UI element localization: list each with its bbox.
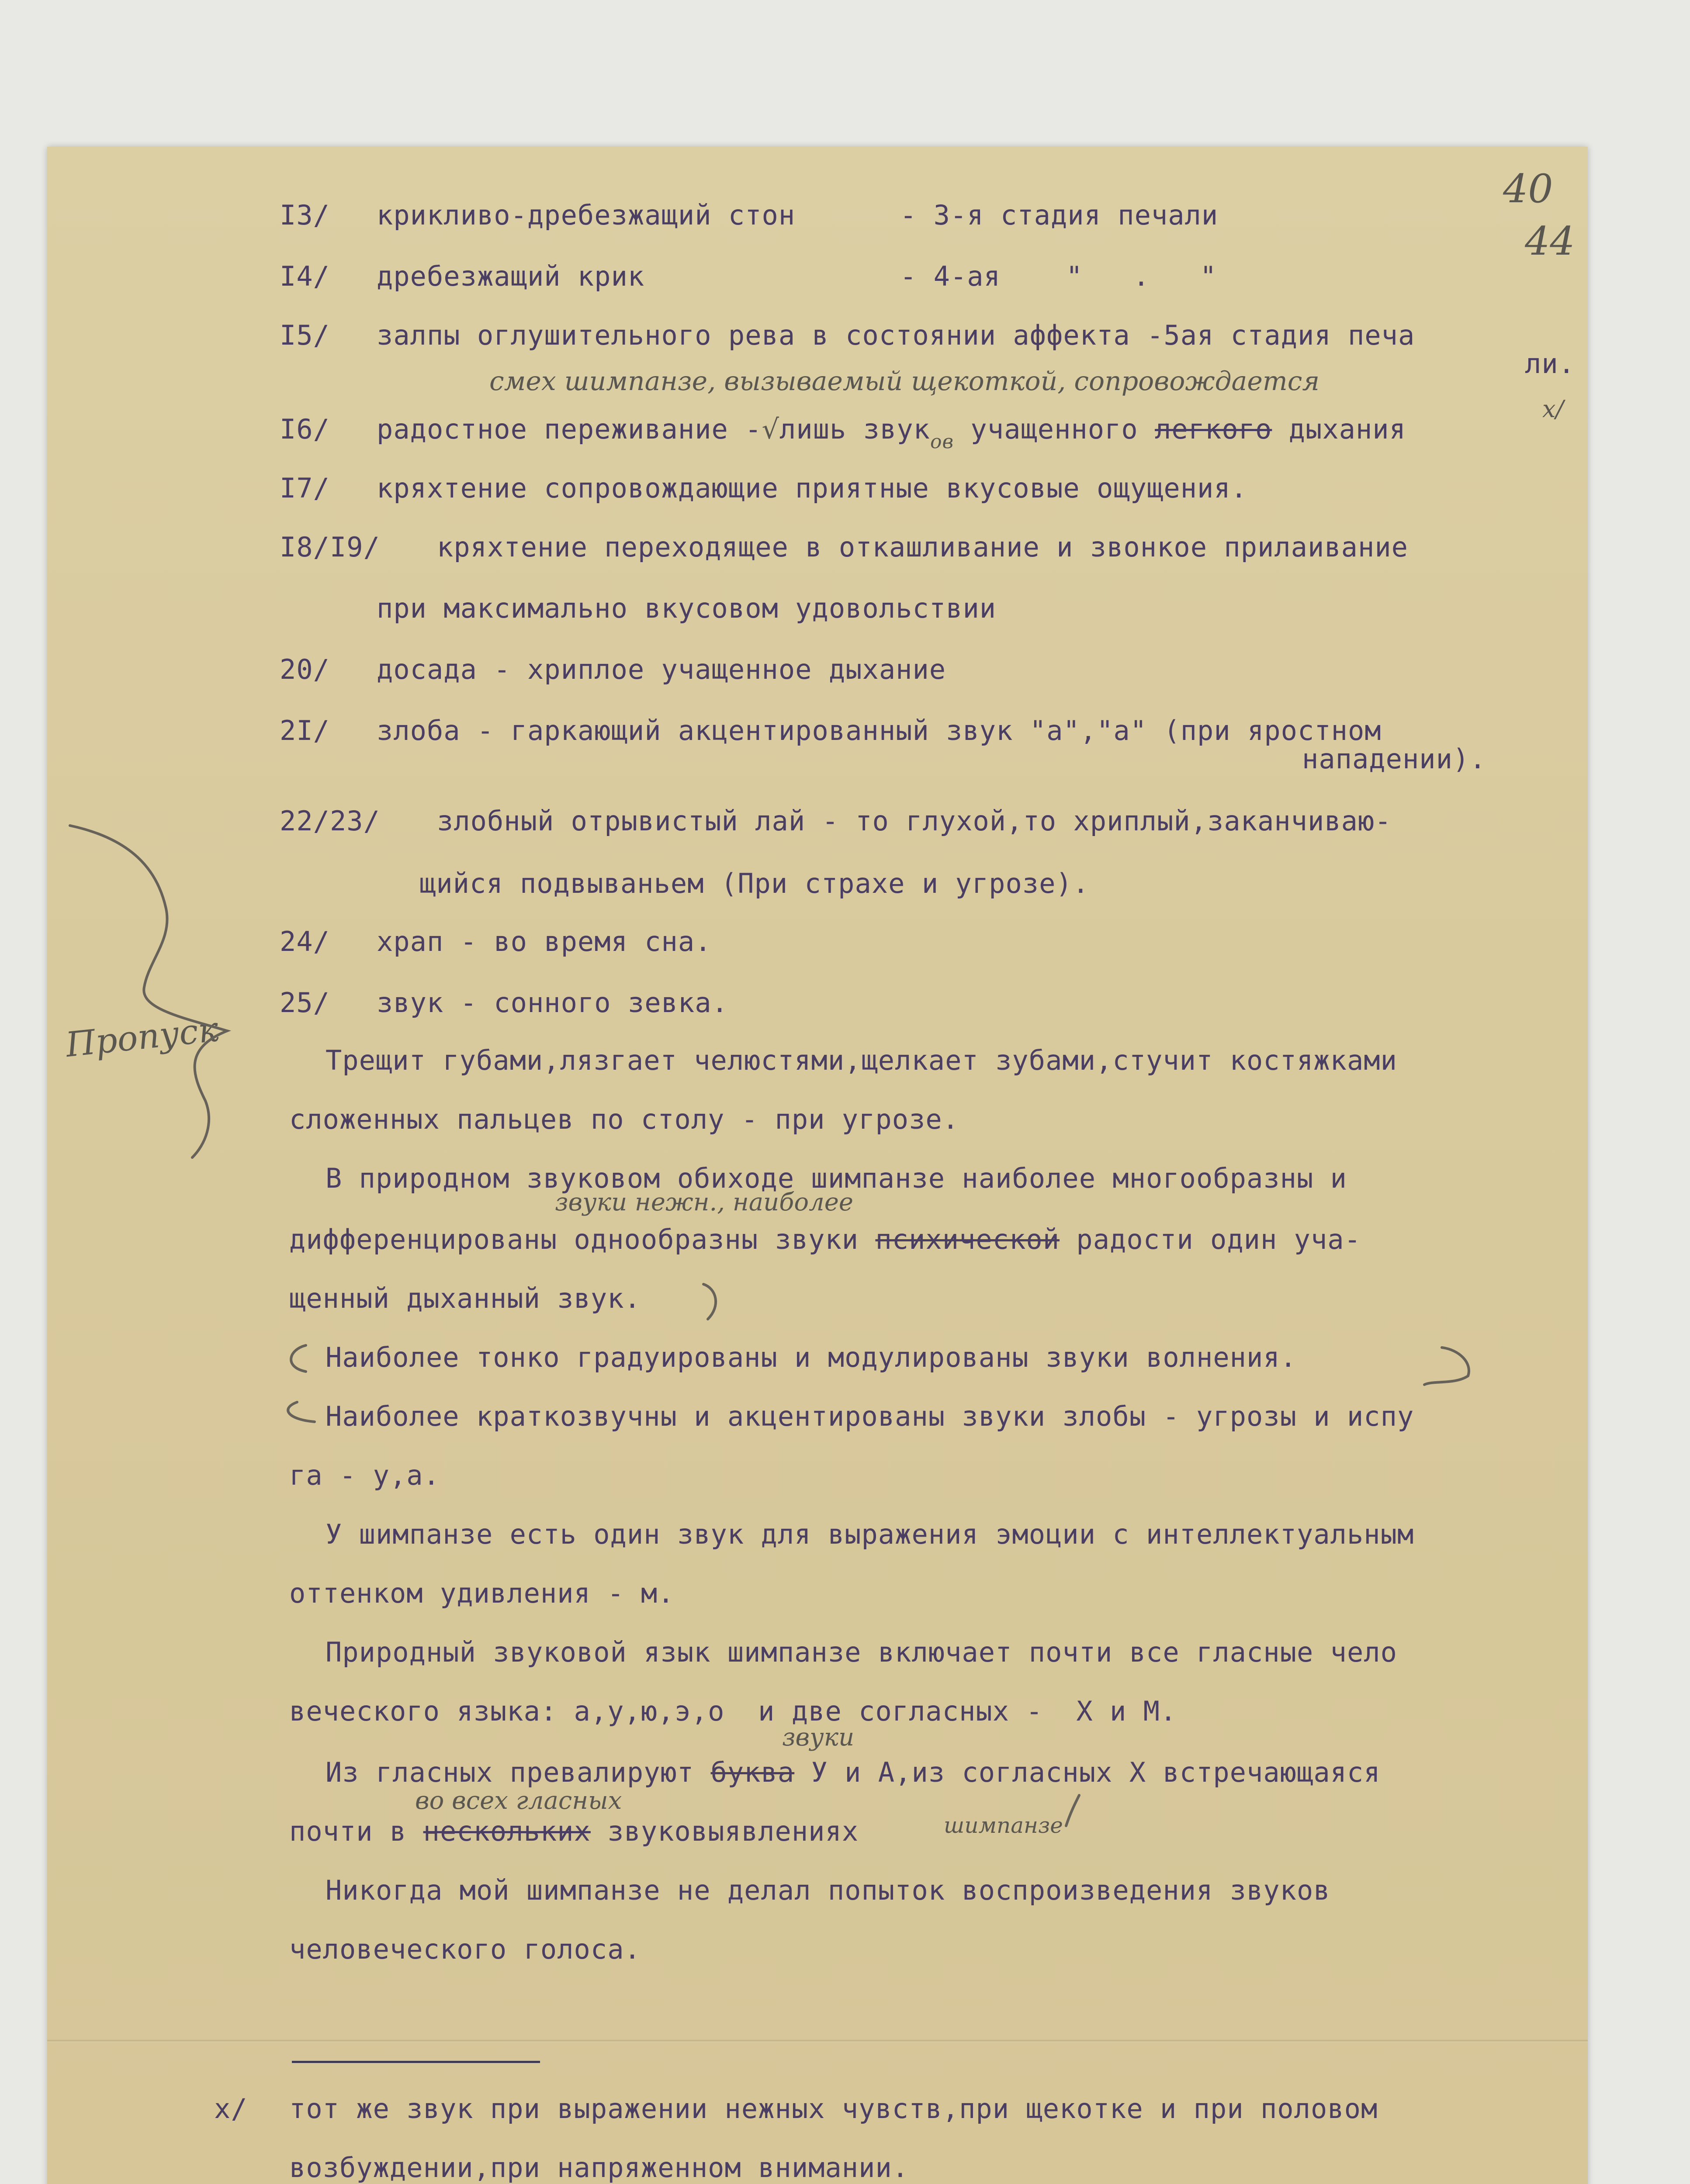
archive-number-bottom: 44 bbox=[1525, 218, 1575, 264]
line-stage: - 3-я стадия печали bbox=[900, 199, 1219, 231]
line-number: 20/ bbox=[280, 653, 330, 685]
link-stroke-mark bbox=[288, 1402, 315, 1422]
bracket-close-mark bbox=[703, 1284, 716, 1319]
line-text: дребезжащий крик bbox=[377, 260, 645, 292]
ditto-marks: " . " bbox=[1066, 260, 1217, 292]
handwritten-insert: звуки нежн., наиболее bbox=[555, 1188, 854, 1216]
line-text: храп - во время сна. bbox=[377, 926, 712, 957]
paragraph-line: Из гласных превалируют буква У и А,из согласных Х встречающаяся bbox=[326, 1756, 1381, 1788]
margin-bracket-mark bbox=[70, 826, 227, 1158]
line-number: I8/I9/ bbox=[280, 531, 380, 563]
paragraph-line: У шимпанзе есть один звук для выражения эмоции с интеллектуальным bbox=[326, 1518, 1414, 1550]
bracket-close-mark bbox=[1424, 1348, 1469, 1385]
line-number: I6/ bbox=[280, 413, 330, 445]
line-text: злоба - гаркающий акцентированный звук "а","а" (при яростном bbox=[377, 715, 1382, 746]
footnote-mark: x/ bbox=[1542, 395, 1564, 423]
handwritten-insert: во всех гласных bbox=[415, 1787, 622, 1815]
bracket-open-mark bbox=[291, 1345, 306, 1372]
line-text: крикливо-дребезжащий стон bbox=[377, 199, 796, 231]
line-stage: - 4-ая bbox=[900, 260, 1001, 292]
margin-note: Пропуск bbox=[64, 1009, 221, 1065]
handwritten-insert: шимпанзе bbox=[944, 1813, 1063, 1838]
line-number: 25/ bbox=[280, 987, 330, 1019]
handwritten-insert: смех шимпанзе, вызываемый щекоткой, сопровождается bbox=[489, 366, 1320, 397]
line-text: злобный отрывистый лай - то глухой,то хриплый,заканчиваю- bbox=[437, 805, 1392, 837]
line-number: 2I/ bbox=[280, 715, 330, 746]
line-text: залпы оглушительного рева в состоянии аффекта -5ая стадия печа bbox=[377, 319, 1415, 351]
line-number: I3/ bbox=[280, 199, 330, 231]
line-number: 22/23/ bbox=[280, 805, 380, 837]
line-number: I5/ bbox=[280, 319, 330, 351]
line-text: радостное переживание -√лишь звук$_{ов}$ учащенного легкого дыхания bbox=[377, 413, 1406, 453]
paragraph-line: Трещит губами,лязгает челюстями,щелкает зубами,стучит костяжками bbox=[326, 1044, 1397, 1076]
line-text: звук - сонного зевка. bbox=[377, 987, 728, 1019]
handwritten-insert: звуки bbox=[782, 1723, 855, 1752]
footnote-mark: x/ bbox=[214, 2093, 248, 2125]
insert-caret-mark bbox=[1066, 1795, 1079, 1826]
line-text: кряхтение сопровождающие приятные вкусовые ощущения. bbox=[377, 472, 1248, 504]
paragraph-line: га - у,а. bbox=[289, 1459, 440, 1491]
paragraph-line: Наиболее краткозвучны и акцентированы звуки злобы - угрозы и испу bbox=[326, 1400, 1414, 1432]
paragraph-line: Наиболее тонко градуированы и модулированы звуки волнения. bbox=[326, 1341, 1297, 1373]
line-continuation: нападении). bbox=[1302, 743, 1486, 775]
line-continuation: при максимально вкусовом удовольствии bbox=[377, 592, 997, 624]
footnote-line: возбуждении,при напряженном внимании. bbox=[289, 2152, 909, 2184]
paragraph-line: человеческого голоса. bbox=[289, 1933, 641, 1965]
paragraph-line: почти в нескольких звуковыявлениях bbox=[289, 1815, 859, 1847]
paragraph-line: Природный звуковой язык шимпанзе включает почти все гласные чело bbox=[326, 1636, 1397, 1668]
line-number: I4/ bbox=[280, 260, 330, 292]
line-number: I7/ bbox=[280, 472, 330, 504]
paragraph-line: Никогда мой шимпанзе не делал попыток воспроизведения звуков bbox=[326, 1874, 1330, 1906]
line-number: 24/ bbox=[280, 926, 330, 957]
line-text: досада - хриплое учащенное дыхание bbox=[377, 653, 946, 685]
paragraph-line: дифференцированы однообразны звуки психической радости один уча- bbox=[289, 1223, 1361, 1255]
paragraph-line: веческого языка: а,у,ю,э,о и две согласных - Х и М. bbox=[289, 1695, 1177, 1727]
footnote-line: тот же звук при выражении нежных чувств,при щекотке и при половом bbox=[289, 2093, 1378, 2125]
paragraph-line: В природном звуковом обиходе шимпанзе наиболее многообразны и bbox=[326, 1162, 1347, 1194]
archive-number-top: 40 bbox=[1503, 166, 1553, 212]
line-continuation: щийся подвываньем (При страхе и угрозе). bbox=[419, 867, 1090, 899]
paragraph-line: оттенком удивления - м. bbox=[289, 1577, 675, 1609]
line-text: кряхтение переходящее в откашливание и звонкое прилаивание bbox=[437, 531, 1408, 563]
paragraph-line: сложенных пальцев по столу - при угрозе. bbox=[289, 1103, 959, 1135]
line-continuation: ли. bbox=[1525, 348, 1575, 380]
paragraph-line: щенный дыханный звук. bbox=[289, 1282, 641, 1314]
